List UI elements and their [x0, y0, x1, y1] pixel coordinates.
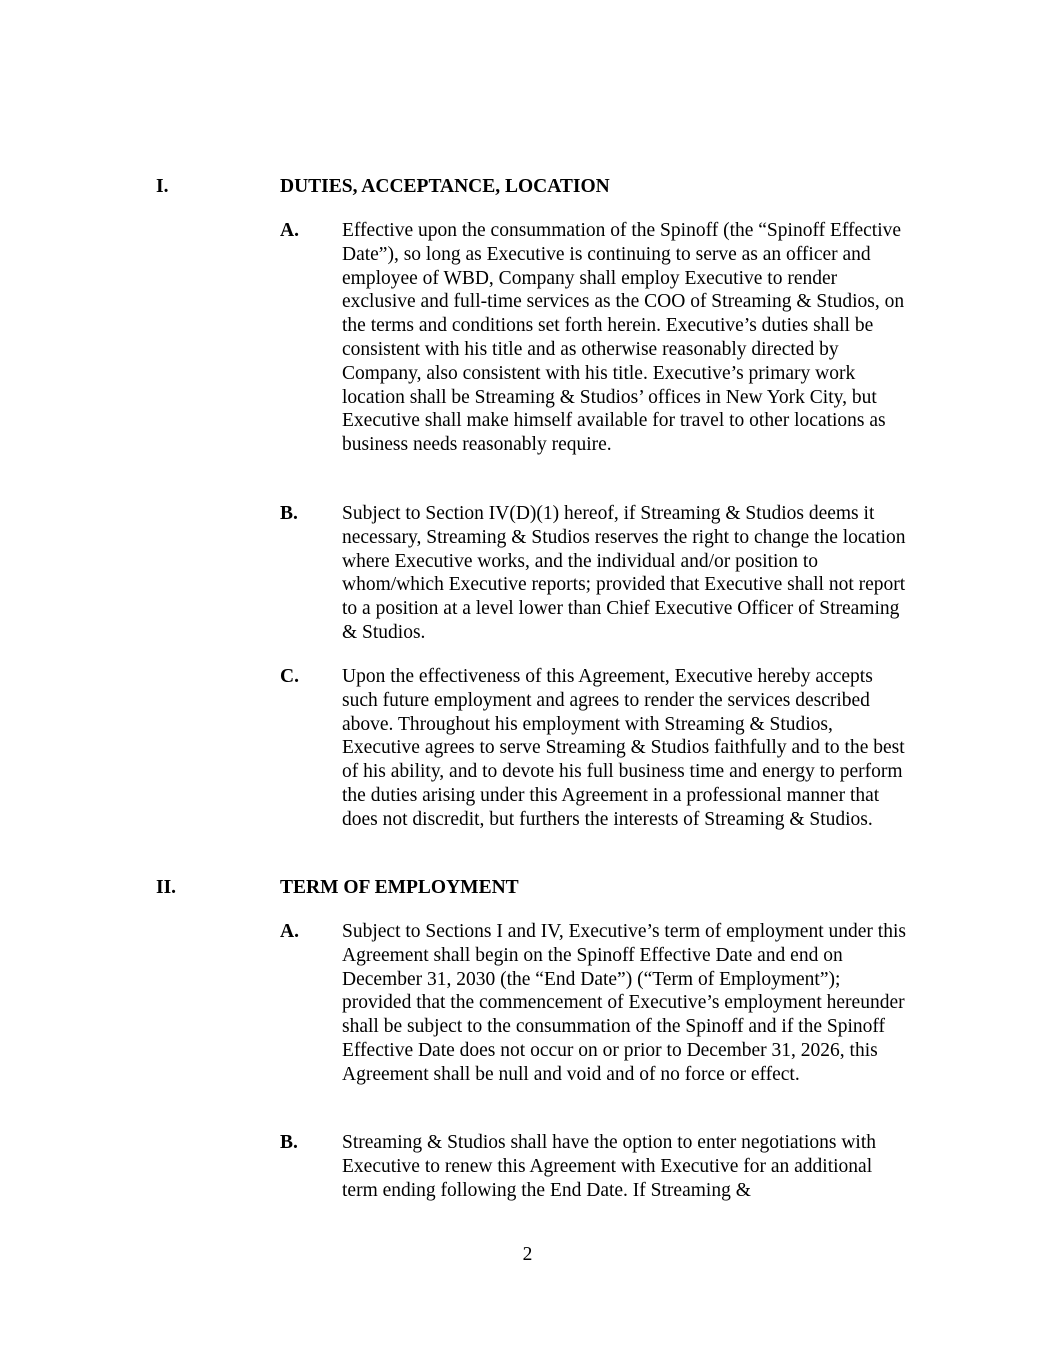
paragraph-II-B — [280, 1131, 910, 1202]
paragraph-letter: A. — [280, 220, 299, 241]
paragraph-II-A — [280, 920, 910, 1087]
paragraph-text: Subject to Sections I and IV, Executive’s term of employment under this Agreement shall begin on the Spinoff Effective Date and end on December 31, 2030 (the “End Date”) (“Term of Employment”); provided that the commencement of Executive’s employment hereunder shall be subject to the consummation of the Spinoff and if the Spinoff Effective Date does not occur on or prior to December 31, 2026, this Agreement shall be null and void and of no force or effect. — [342, 921, 906, 1085]
paragraph-text: Streaming & Studios shall have the option to enter negotiations with Executive to renew this Agreement with Executive for an additional term ending following the End Date. If Streaming & — [342, 1132, 877, 1201]
paragraph-letter: B. — [280, 503, 298, 524]
paragraph-text: Subject to Section IV(D)(1) hereof, if Streaming & Studios deems it necessary, Streaming & Studios reserves the right to change the location where Executive works, and the individual and/or position to whom/which Executive reports; provided that Executive shall not report to a position at a level lower than Chief Executive Officer of Streaming & Studios. — [342, 503, 906, 643]
paragraph-text: Upon the effectiveness of this Agreement, Executive hereby accepts such future employment and agrees to render the services described above. Throughout his employment with Streaming & Studios, Executive agrees to serve Streaming & Studios faithfully and to the best of his ability, and to devote his full business time and energy to perform the duties arising under this Agreement in a professional manner that does not discredit, but furthers the interests of Streaming & Studios. — [342, 666, 905, 830]
paragraph-I-A — [280, 219, 910, 457]
paragraph-I-C — [280, 665, 910, 832]
paragraph-text: Effective upon the consummation of the Spinoff (the “Spinoff Effective Date”), so long as Executive is continuing to serve as an officer and employee of WBD, Company shall employ Executive to render exclusive and full-time services as the COO of Streaming & Studios, on the terms and conditions set forth herein. Executive’s duties shall be consistent with his title and as otherwise reasonably directed by Company, also consistent with his title. Executive’s primary work location shall be Streaming & Studios’ offices in New York City, but Executive shall make himself available for travel to other locations as business needs reasonably require. — [342, 220, 905, 456]
section-number: I. — [156, 176, 169, 197]
section-title: TERM OF EMPLOYMENT — [280, 877, 519, 898]
paragraph-letter: A. — [280, 921, 299, 942]
paragraph-I-B — [280, 502, 910, 645]
paragraph-letter: C. — [280, 666, 299, 687]
paragraph-letter: B. — [280, 1132, 298, 1153]
section-number: II. — [156, 877, 177, 898]
section-title: DUTIES, ACCEPTANCE, LOCATION — [280, 176, 610, 197]
page-number: 2 — [522, 1244, 533, 1265]
